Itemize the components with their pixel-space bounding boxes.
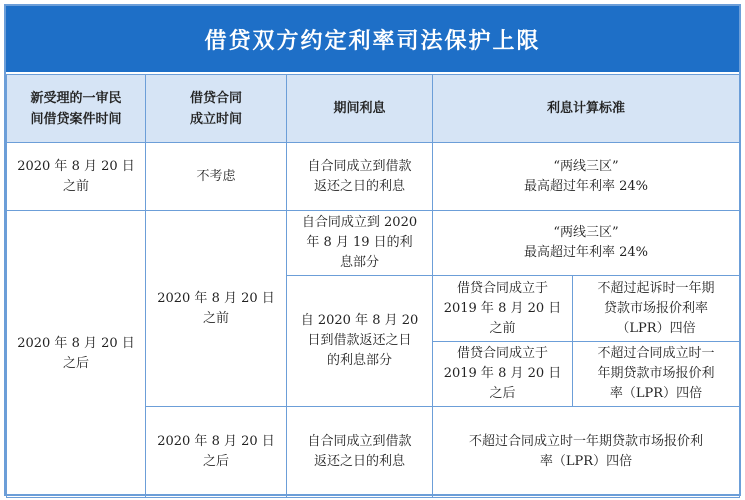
cell-contract-time-any: 不考虑 — [146, 143, 287, 211]
table-row-after-part1 — [7, 211, 740, 276]
header-contract-time: 借贷合同 成立时间 — [146, 75, 287, 143]
cell-standard-part1: “两线三区” 最高超过年利率 24% — [433, 211, 740, 276]
cell-period-interest-full: 自合同成立到借款 返还之日的利息 — [287, 143, 433, 211]
cell-contract-time-before: 2020 年 8 月 20 日 之前 — [146, 211, 287, 407]
cell-contract-time-after: 2020 年 8 月 20 日 之后 — [146, 407, 287, 498]
header-row — [7, 75, 740, 143]
cell-sub-condition-b: 借贷合同成立于 2019 年 8 月 20 日 之后 — [433, 342, 573, 407]
header-period-interest: 期间利息 — [287, 75, 433, 143]
header-case-time: 新受理的一审民 间借贷案件时间 — [7, 75, 146, 143]
cell-sub-standard-b: 不超过合同成立时一 年期贷款市场报价利 率（LPR）四倍 — [573, 342, 740, 407]
table-title: 借贷双方约定利率司法保护上限 — [6, 6, 739, 72]
cell-standard-contract-after: 不超过合同成立时一年期贷款市场报价利 率（LPR）四倍 — [433, 407, 740, 498]
cell-sub-condition-a: 借贷合同成立于 2019 年 8 月 20 日 之前 — [433, 276, 573, 342]
cell-sub-standard-a: 不超过起诉时一年期 贷款市场报价利率 （LPR）四倍 — [573, 276, 740, 342]
cell-case-time-before: 2020 年 8 月 20 日 之前 — [7, 143, 146, 211]
cell-period-interest-part2: 自 2020 年 8 月 20 日到借款返还之日 的利息部分 — [287, 276, 433, 407]
interest-rate-table — [6, 74, 740, 498]
cell-period-interest-part1: 自合同成立到 2020 年 8 月 19 日的利 息部分 — [287, 211, 433, 276]
header-standard: 利息计算标准 — [433, 75, 740, 143]
table-row-before — [7, 143, 740, 211]
cell-case-time-after: 2020 年 8 月 20 日 之后 — [7, 211, 146, 498]
cell-period-interest-contract-after: 自合同成立到借款 返还之日的利息 — [287, 407, 433, 498]
cell-standard-two-lines-three-zones: “两线三区” 最高超过年利率 24% — [433, 143, 740, 211]
interest-rate-table-frame — [4, 4, 741, 496]
